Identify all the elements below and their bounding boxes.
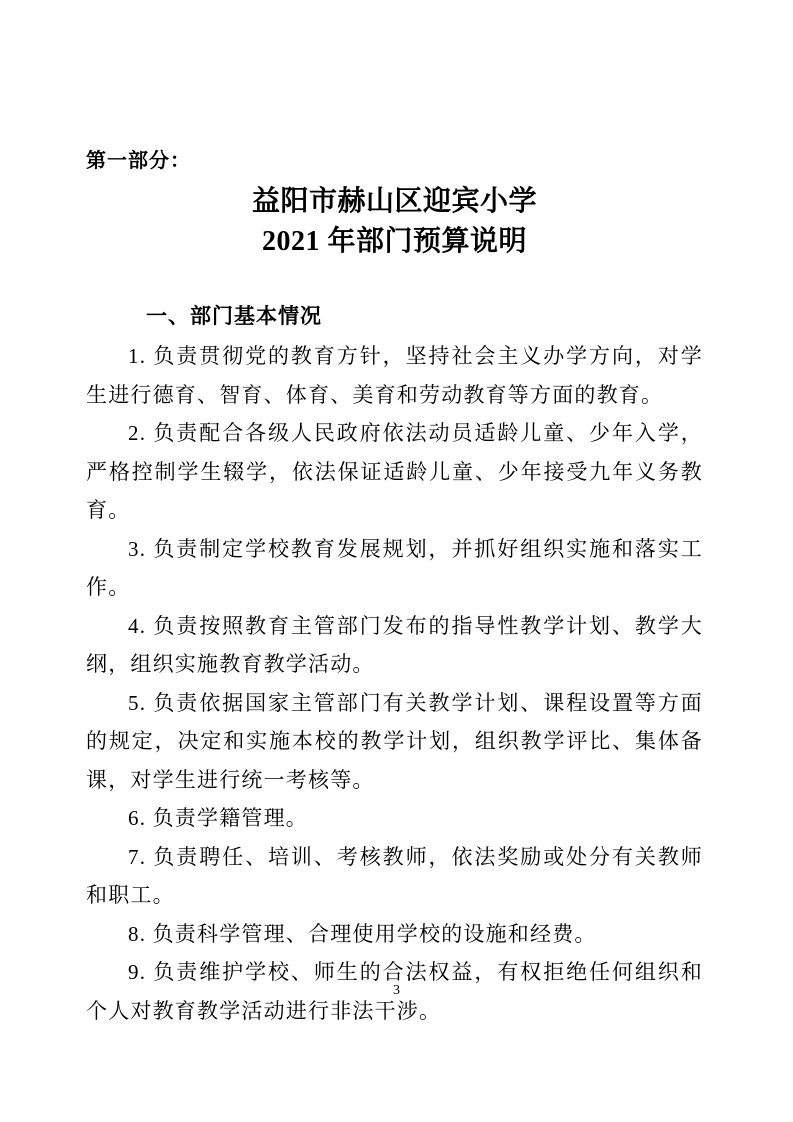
document-title-line1: 益阳市赫山区迎宾小学 [251,186,537,217]
document-title-line2: 2021 年部门预算说明 [261,226,527,257]
part-label: 第一部分： [86,150,191,172]
document-title [86,182,703,262]
paragraph-5: 5. 负责依据国家主管部门有关教学计划、课程设置等方面的规定，决定和实施本校的教学计划，组织教学评比、集体备课，对学生进行统一考核等。 [86,690,703,792]
page-number: 3 [393,983,400,998]
paragraph-3: 3. 负责制定学校教育发展规划，并抓好组织实施和落实工作。 [86,536,703,599]
paragraph-8: 8. 负责科学管理、合理使用学校的设施和经费。 [128,921,597,946]
paragraph-2: 2. 负责配合各级人民政府依法动员适龄儿童、少年入学，严格控制学生辍学，依法保证适龄儿童、少年接受九年义务教育。 [86,421,703,522]
section-heading: 一、部门基本情况 [146,305,322,328]
paragraph-6: 6. 负责学籍管理。 [128,806,308,830]
paragraph-4: 4. 负责按照教育主管部门发布的指导性教学计划、教学大纲，组织实施教育教学活动。 [86,613,703,676]
body-paragraphs [86,337,703,1030]
paragraph-7: 7. 负责聘任、培训、考核教师，依法奖励或处分有关教师和职工。 [86,844,703,907]
paragraph-1: 1. 负责贯彻党的教育方针，坚持社会主义办学方向，对学生进行德育、智育、体育、美育和劳动教育等方面的教育。 [86,344,703,407]
paragraph-9: 9. 负责维护学校、师生的合法权益，有权拒绝任何组织和个人对教育教学活动进行非法干涉。 [86,960,703,1023]
